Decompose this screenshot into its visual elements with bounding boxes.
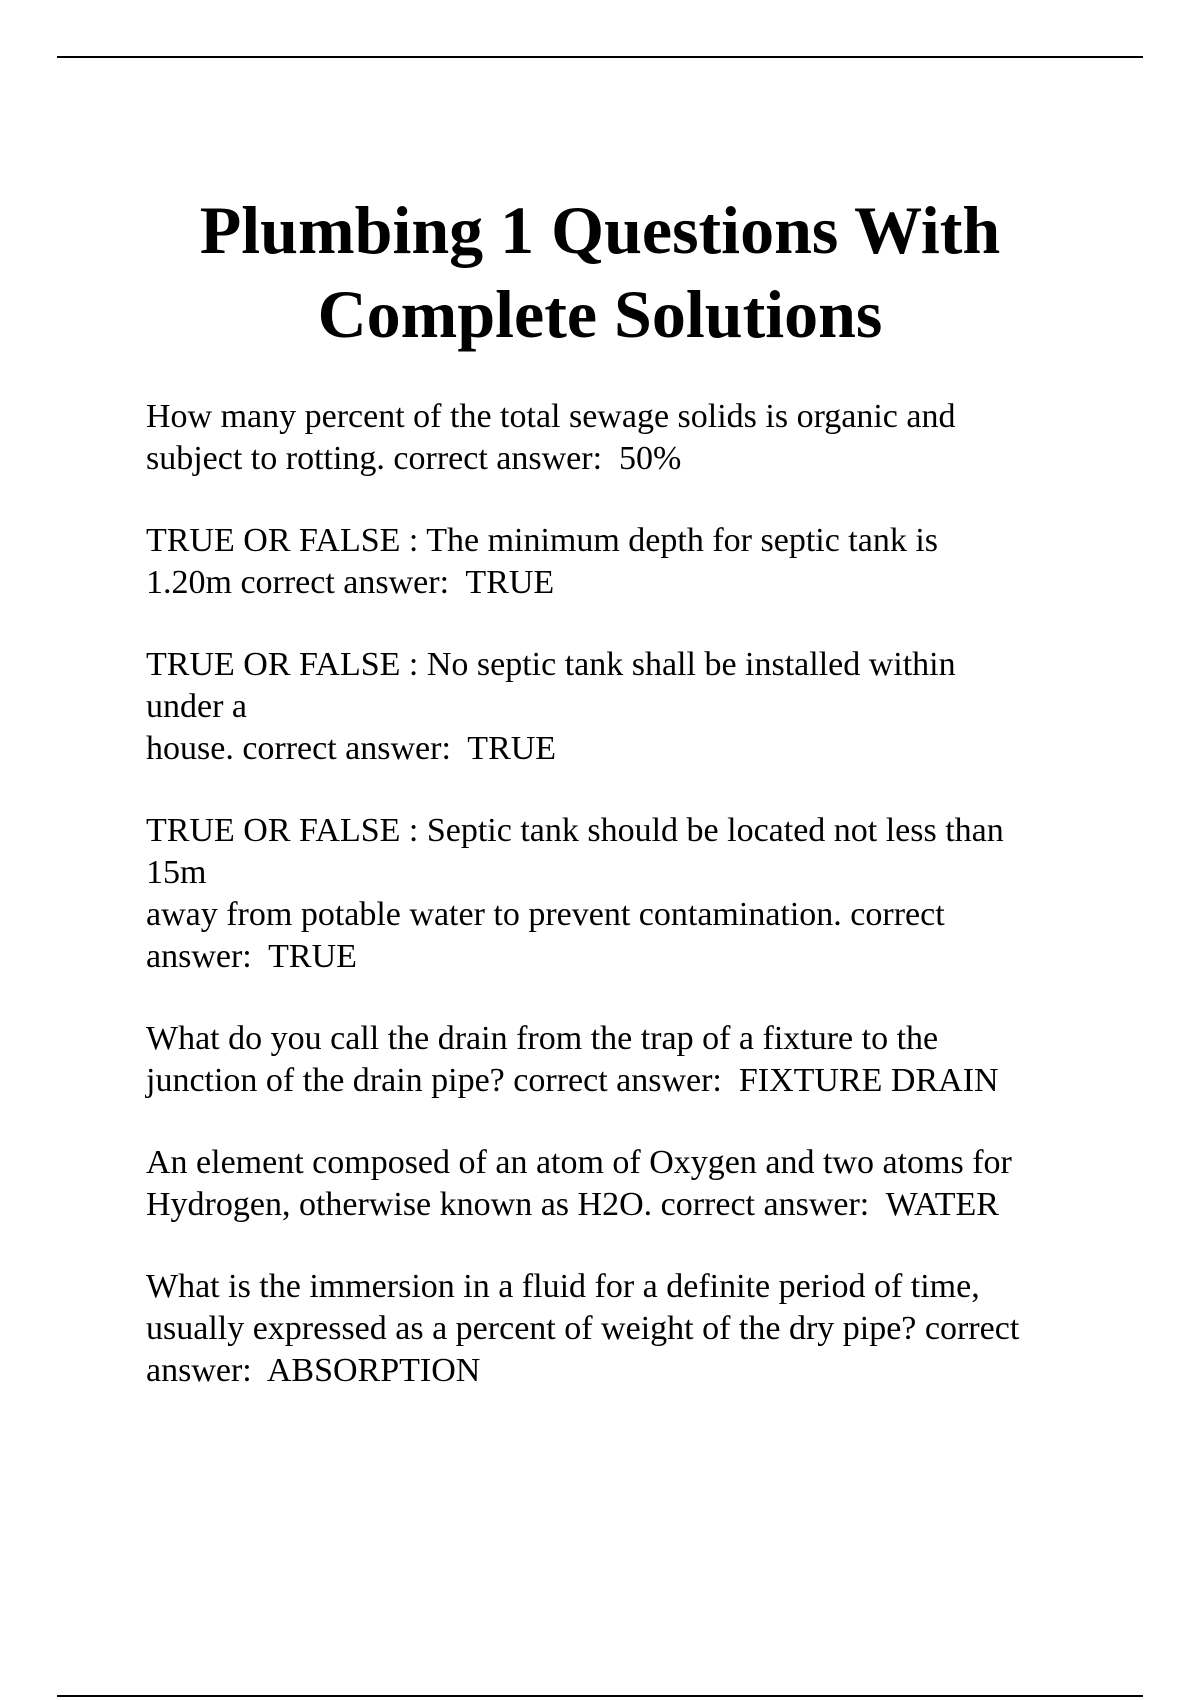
question-line: What do you call the drain from the trap of a fixture to the bbox=[146, 1020, 939, 1057]
title-line: Complete Solutions bbox=[317, 276, 883, 352]
question-line: What is the immersion in a fluid for a definite period of time, bbox=[146, 1268, 980, 1305]
bottom-rule bbox=[57, 1695, 1143, 1697]
title-line: Plumbing 1 Questions With bbox=[199, 192, 1001, 268]
question-list bbox=[146, 396, 1106, 1392]
question-line: TRUE OR FALSE : The minimum depth for septic tank is bbox=[146, 522, 939, 559]
question-line: usually expressed as a percent of weight of the dry pipe? correct bbox=[146, 1310, 1020, 1347]
question-line: TRUE OR FALSE : No septic tank shall be installed within bbox=[146, 646, 956, 683]
question-line: subject to rotting. correct answer: 50% bbox=[146, 440, 682, 477]
question-item bbox=[146, 1266, 1106, 1392]
top-rule bbox=[57, 56, 1143, 58]
question-line: house. correct answer: TRUE bbox=[146, 730, 557, 767]
question-line: An element composed of an atom of Oxygen and two atoms for bbox=[146, 1144, 1012, 1181]
question-line: junction of the drain pipe? correct answer: FIXTURE DRAIN bbox=[146, 1062, 999, 1099]
question-item bbox=[146, 520, 1106, 604]
question-line: under a bbox=[146, 688, 248, 725]
question-line: 1.20m correct answer: TRUE bbox=[146, 564, 555, 601]
question-item bbox=[146, 1018, 1106, 1102]
question-line: 15m bbox=[146, 854, 207, 891]
question-item bbox=[146, 810, 1106, 978]
question-line: answer: TRUE bbox=[146, 938, 357, 975]
question-item bbox=[146, 1142, 1106, 1226]
document-title bbox=[100, 188, 1100, 356]
question-line: away from potable water to prevent contamination. correct bbox=[146, 896, 945, 933]
question-line: answer: ABSORPTION bbox=[146, 1352, 481, 1389]
question-line: TRUE OR FALSE : Septic tank should be located not less than bbox=[146, 812, 1004, 849]
question-line: Hydrogen, otherwise known as H2O. correct answer: WATER bbox=[146, 1186, 999, 1223]
question-item bbox=[146, 644, 1106, 770]
question-line: How many percent of the total sewage solids is organic and bbox=[146, 398, 956, 435]
question-item bbox=[146, 396, 1106, 480]
